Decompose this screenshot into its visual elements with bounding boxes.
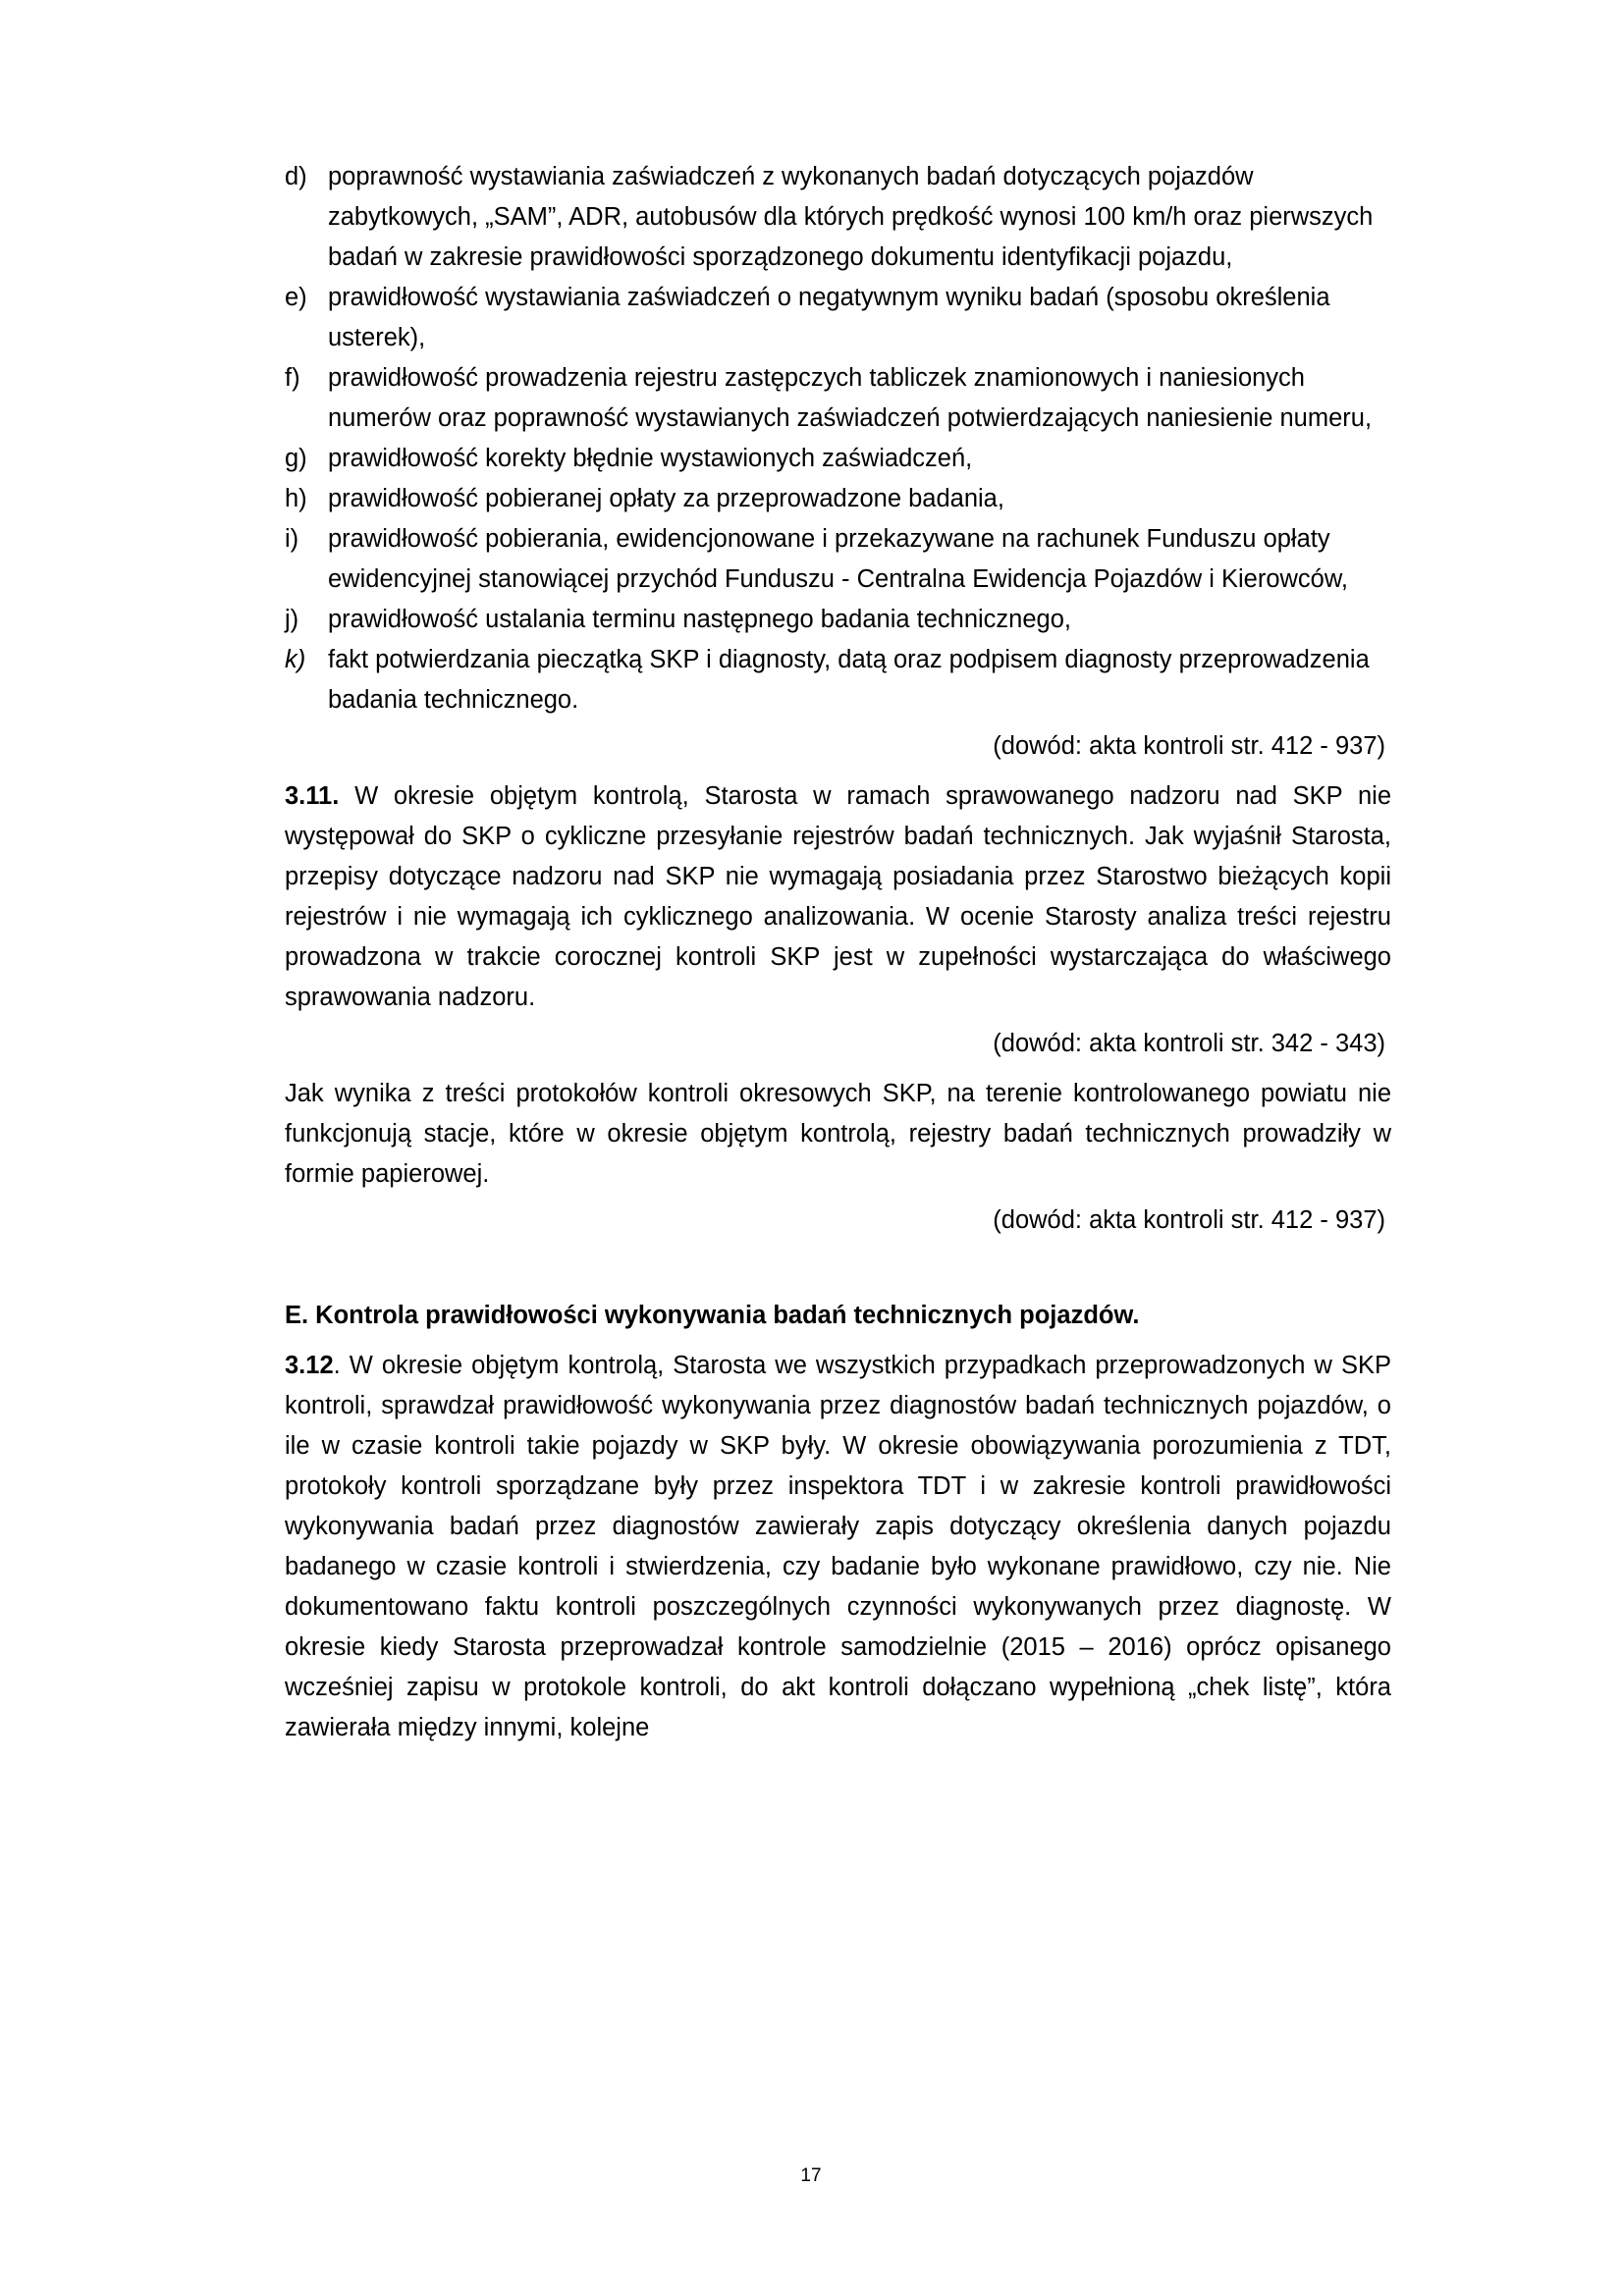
- list-marker: h): [285, 485, 307, 512]
- list-marker: g): [285, 445, 307, 472]
- list-item: [285, 640, 1391, 721]
- list-item: [285, 519, 1391, 600]
- list-item: [285, 479, 1391, 519]
- list-marker: j): [285, 606, 299, 633]
- paragraph-number: 3.12: [285, 1352, 334, 1379]
- page-content: [285, 157, 1391, 1748]
- list-marker: f): [285, 364, 300, 392]
- evidence-reference: (dowód: akta kontroli str. 342 - 343): [993, 1030, 1385, 1057]
- list-item: [285, 278, 1391, 358]
- list-item-text: poprawność wystawiania zaświadczeń z wykonanych badań dotyczących pojazdów zabytkowych, „SAM”, ADR, autobusów dla których prędkość wynosi 100 km/h oraz pierwszych badań w zakresie prawidłowości sporządzonego dokumentu identyfikacji pojazdu,: [328, 163, 1374, 271]
- evidence-reference: (dowód: akta kontroli str. 412 - 937): [993, 1206, 1385, 1234]
- list-item: [285, 439, 1391, 479]
- list-item-text: prawidłowość wystawiania zaświadczeń o negatywnym wyniku badań (sposobu określenia usterek),: [328, 284, 1330, 351]
- paragraph-number: 3.11.: [285, 782, 340, 810]
- paragraph-3-11: [285, 776, 1391, 1018]
- paragraph-middle: Jak wynika z treści protokołów kontroli okresowych SKP, na terenie kontrolowanego powiatu nie funkcjonują stacje, które w okresie objętym kontrolą, rejestry badań technicznych prowadziły w formie papierowej.: [285, 1080, 1391, 1188]
- list-item-text: prawidłowość prowadzenia rejestru zastępczych tabliczek znamionowych i naniesionych numerów oraz poprawność wystawianych zaświadczeń potwierdzających naniesienie numeru,: [328, 364, 1373, 432]
- list-marker: d): [285, 163, 307, 190]
- paragraph-body: . W okresie objętym kontrolą, Starosta we wszystkich przypadkach przeprowadzonych w SKP kontroli, sprawdzał prawidłowość wykonywania przez diagnostów badań technicznych pojazdów, o ile w czasie kontroli takie pojazdy w SKP były. W okresie obowiązywania porozumienia z TDT, protokoły kontroli sporządzane były przez inspektora TDT i w zakresie kontroli prawidłowości wykonywania badań przez diagnostów zawierały zapis dotyczący określenia danych pojazdu badanego w czasie kontroli i stwierdzenia, czy badanie było wykonane prawidłowo, czy nie. Nie dokumentowano faktu kontroli poszczególnych czynności wykonywanych przez diagnostę. W okresie kiedy Starosta przeprowadzał kontrole samodzielnie (2015 – 2016) oprócz opisanego wcześniej zapisu w protokole kontroli, do akt kontroli dołączano wypełnioną „chek listę”, która zawierała między innymi, kolejne: [285, 1352, 1391, 1741]
- list-item: [285, 358, 1391, 439]
- lettered-list: [285, 157, 1391, 721]
- list-item-text: prawidłowość pobierania, ewidencjonowane i przekazywane na rachunek Funduszu opłaty ewidencyjnej stanowiącej przychód Funduszu - Centralna Ewidencja Pojazdów i Kierowców,: [328, 525, 1348, 593]
- list-item: [285, 600, 1391, 640]
- paragraph-body: W okresie objętym kontrolą, Starosta w ramach sprawowanego nadzoru nad SKP nie występował do SKP o cykliczne przesyłanie rejestrów badań technicznych. Jak wyjaśnił Starosta, przepisy dotyczące nadzoru nad SKP nie wymagają posiadania przez Starostwo bieżących kopii rejestrów i nie wymagają ich cyklicznego analizowania. W ocenie Starosty analiza treści rejestru prowadzona w trakcie corocznej kontroli SKP jest w zupełności wystarczająca do właściwego sprawowania nadzoru.: [285, 782, 1391, 1011]
- list-marker: i): [285, 525, 299, 553]
- list-item-text: prawidłowość ustalania terminu następnego badania technicznego,: [328, 606, 1071, 633]
- paragraph-3-12: [285, 1346, 1391, 1748]
- list-marker: e): [285, 284, 307, 311]
- page-number: 17: [800, 2165, 822, 2186]
- list-item-text: prawidłowość pobieranej opłaty za przeprowadzone badania,: [328, 485, 1004, 512]
- list-item-text: fakt potwierdzania pieczątką SKP i diagnosty, datą oraz podpisem diagnosty przeprowadzenia badania technicznego.: [328, 646, 1370, 714]
- list-item-text: prawidłowość korekty błędnie wystawionych zaświadczeń,: [328, 445, 973, 472]
- section-heading-e: E. Kontrola prawidłowości wykonywania badań technicznych pojazdów.: [285, 1302, 1140, 1329]
- list-marker: k): [285, 646, 306, 673]
- list-item: [285, 157, 1391, 278]
- evidence-reference: (dowód: akta kontroli str. 412 - 937): [993, 732, 1385, 760]
